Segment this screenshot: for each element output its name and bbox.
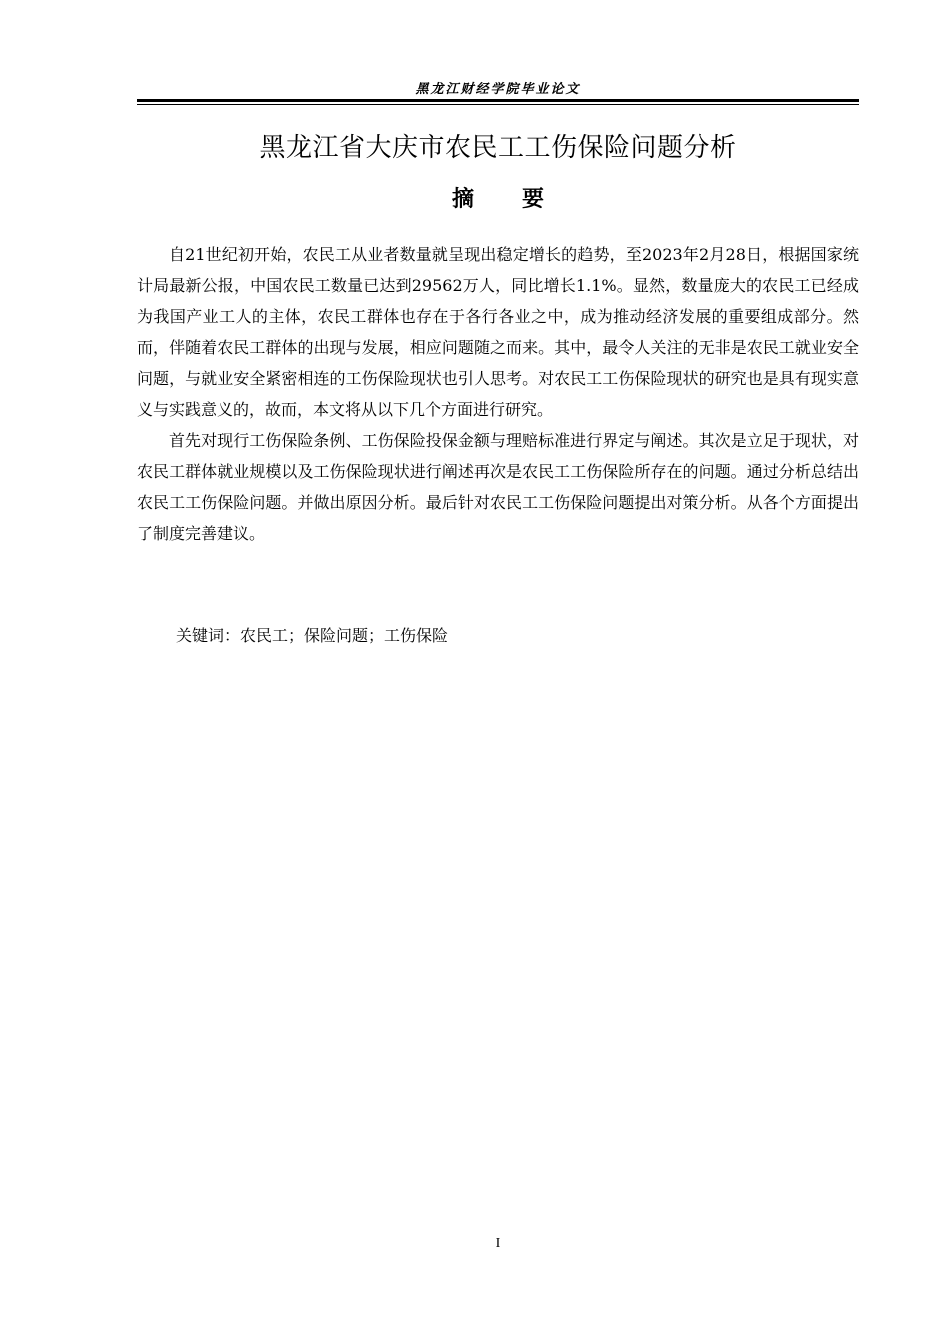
abstract-paragraph-1: 自21世纪初开始，农民工从业者数量就呈现出稳定增长的趋势，至2023年2月28日，根据国家统计局最新公报，中国农民工数量已达到29562万人，同比增长1.1%。显然，数量庞大的农民工已经成为我国产业工人的主体，农民工群体也存在于各行各业之中，成为推动经济发展的重要组成部分。然而，伴随着农民工群体的出现与发展，相应问题随之而来。其中，最令人关注的无非是农民工就业安全问题，与就业安全紧密相连的工伤保险现状也引人思考。对农民工工伤保险现状的研究也是具有现实意义与实践意义的，故而，本文将从以下几个方面进行研究。: [137, 245, 859, 419]
page-number: I: [495, 1236, 501, 1251]
keywords-line: [176, 622, 859, 650]
keywords-label: 关键词：: [176, 626, 241, 645]
abstract-heading-char-2: 要: [522, 187, 545, 212]
running-header: 黑龙江财经学院毕业论文: [415, 82, 581, 97]
keywords-value: 农民工；保险问题；工伤保险: [240, 626, 449, 645]
abstract-paragraph-2: 首先对现行工伤保险条例、工伤保险投保金额与理赔标准进行界定与阐述。其次是立足于现状，对农民工群体就业规模以及工伤保险现状进行阐述再次是农民工工伤保险所存在的问题。通过分析总结出农民工工伤保险问题。并做出原因分析。最后针对农民工工伤保险问题提出对策分析。从各个方面提出了制度完善建议。: [137, 431, 859, 543]
header-rule-thin: [137, 104, 859, 105]
abstract-body: [137, 239, 859, 549]
abstract-heading-char-1: 摘: [451, 187, 474, 212]
abstract-heading: [137, 184, 859, 216]
document-title: 黑龙江省大庆市农民工工伤保险问题分析: [259, 133, 737, 163]
header-rule-thick: [137, 99, 859, 102]
